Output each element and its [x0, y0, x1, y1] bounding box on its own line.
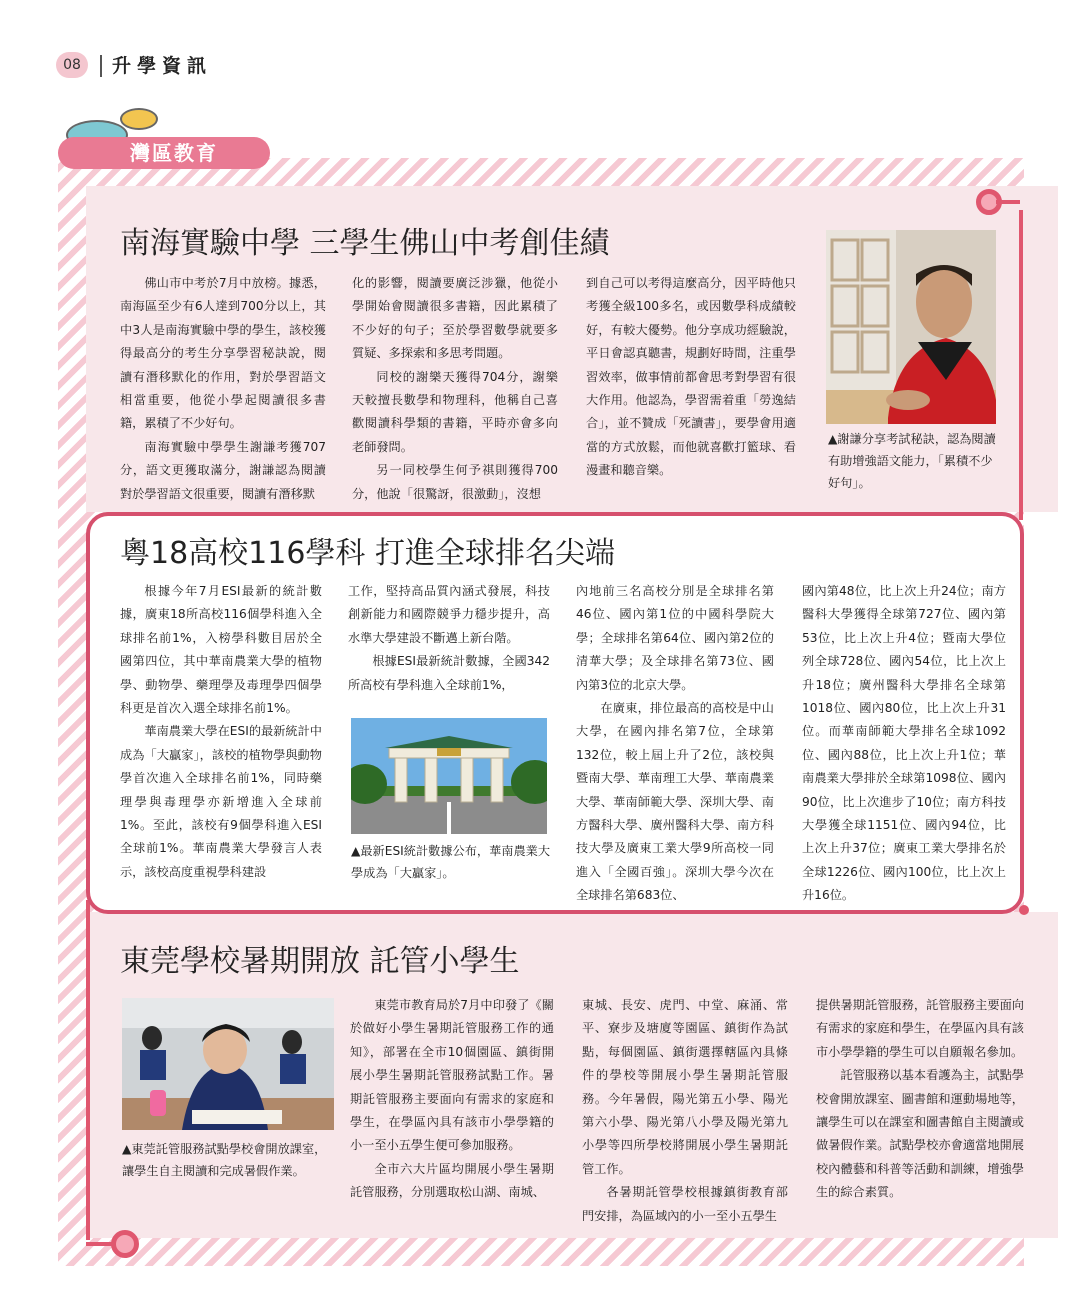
- paragraph: 華南農業大學在ESI的最新統計中成為「大贏家」，該校的植物學與動物學首次進入全球排名前1%，同時藥理學與毒理學亦新增進入全球前1%。至此，該校有9個學科進入ESI全球前1%。華南農業大學發言人表示，該校高度重視學科建設: [120, 724, 322, 879]
- article1-col2: [352, 272, 558, 506]
- paragraph: 提供暑期託管服務，託管服務主要面向有需求的家庭和學生，在學區內具有該市小學學籍的學生可以自願報名參加。: [816, 998, 1024, 1059]
- paragraph: 同校的謝樂天獲得704分，謝樂天較擅長數學和物理科，他稱自己喜歡閱讀科學類的書籍，平時亦會多向老師發問。: [352, 369, 558, 454]
- paragraph: 另一同校學生何予祺則獲得700分，他說「很驚訝，很激動」，沒想: [352, 463, 558, 501]
- speech-bubble-small-icon: [120, 108, 158, 130]
- paragraph: 各暑期託管學校根據鎮街教育部門安排，為區域內的小一至小五學生: [582, 1185, 788, 1223]
- paragraph: 國內第48位，比上次上升24位；南方醫科大學獲得全球第727位、國內第53位，比上次上升4位；暨南大學位列全球728位、國內54位，比上次上升18位；廣州醫科大學排名全球第1018位、國內80位，比上次上升31位。而華南師範大學排名全球1092位、國內88位，比上次上升1位；華南農業大學排於全球第1098位、國內90位，比上次進步了10位；南方科技大學獲全球1151位、國內94位，比上次上升37位；廣東工業大學排名於全球1226位、國內100位，比上次上升16位。: [802, 584, 1006, 903]
- paragraph: 東城、長安、虎門、中堂、麻涌、常平、寮步及塘廈等園區、鎮街作為試點，每個園區、鎮街選擇轄區內具條件的學校等開展小學生暑期託管服務。今年暑假，陽光第五小學、陽光第六小學、陽光第八小學及陽光第九小學等四所學校將開展小學生暑期託管工作。: [582, 998, 788, 1176]
- connector-dot-small: [1019, 905, 1029, 915]
- paragraph: 南海實驗中學學生謝謙考獲707分，語文更獲取滿分，謝謙認為閱讀對於學習語文很重要，閱讀有潛移默: [120, 439, 326, 501]
- article1-caption: ▲謝謙分享考試秘訣，認為閱讀有助增強語文能力，「累積不少好句」。: [828, 432, 996, 490]
- paragraph: 根據ESI最新統計數據，全國342所高校有學科進入全球前1%，: [348, 654, 550, 692]
- paragraph: 佛山市中考於7月中放榜。據悉，南海區至少有6人達到700分以上，其中3人是南海實驗中學的學生，該校獲得最高分的考生分享學習秘訣說，閱讀有潛移默化的作用，對於學習語文相當重要，他從小學起閱讀很多書籍，累積了不少好句。: [120, 276, 326, 431]
- paragraph: 化的影響，閱讀要廣泛涉獵，他從小學開始會閱讀很多書籍，因此累積了不少好的句子；至於學習數學就要多質疑、多探索和多思考問題。: [352, 276, 558, 361]
- connector-line-right: [1019, 210, 1023, 520]
- paragraph: 東莞市教育局於7月中印發了《關於做好小學生暑期託管服務工作的通知》，部署在全市10個園區、鎮街開展小學生暑期託管服務試點工作。暑期託管服務主要面向有需求的家庭和學生，在學區內具有該市小學學籍的小一至小五學生便可參加服務。: [350, 998, 554, 1153]
- article2-col1: [120, 580, 322, 884]
- article3-col3: [816, 994, 1024, 1205]
- paragraph: 全市六大片區均開展小學生暑期託管服務，分別選取松山湖、南城、: [350, 1161, 554, 1200]
- article1-headline: 南海實驗中學 三學生佛山中考創佳績: [120, 226, 610, 261]
- article3-headline: 東莞學校暑期開放 託管小學生: [120, 944, 520, 979]
- article2-col2: [348, 580, 550, 697]
- header-divider: [100, 55, 102, 77]
- paragraph: 到自己可以考得這麼高分，因平時他只考獲全級100多名，或因數學科成績較好，有較大優勢。他分享成功經驗說，平日會認真聽書，規劃好時間，注重學習效率，做事情前都會思考對學習有很大作用。他認為，學習需着重「勞逸結合」，並不贊成「死讀書」，要學會用適當的方式放鬆，而他就喜歡打籃球、看漫畫和聽音樂。: [586, 276, 796, 478]
- article2-headline: 粵18高校116學科 打進全球排名尖端: [120, 536, 615, 571]
- page-number: 08: [56, 52, 88, 78]
- classroom-photo: [122, 998, 334, 1130]
- category-tag-label: 灣區教育: [130, 141, 218, 165]
- student-photo: [826, 230, 996, 424]
- paragraph: 工作，堅持高品質內涵式發展，科技創新能力和國際競爭力穩步提升，高水準大學建設不斷邁上新台階。: [348, 584, 550, 645]
- section-title: 升學資訊: [112, 55, 213, 77]
- connector-line-left: [86, 900, 90, 1240]
- article1-col1: [120, 272, 326, 506]
- article2-caption: ▲最新ESI統計數據公布，華南農業大學成為「大贏家」。: [351, 844, 551, 880]
- article3-col2: [582, 994, 788, 1228]
- article3-col1: [350, 994, 554, 1205]
- paragraph: 託管服務以基本看護為主，試點學校會開放課室、圖書館和運動場地等，讓學生可以在課室和圖書館自主閱讀或做暑假作業。試點學校亦會適當地開展校內體藝和科普等活動和訓練，增強學生的綜合素質。: [816, 1068, 1024, 1200]
- university-gate-image: [351, 718, 547, 834]
- university-gate-photo: [351, 718, 547, 834]
- paragraph: 內地前三名高校分別是全球排名第46位、國內第1位的中國科學院大學；全球排名第64位、國內第2位的清華大學；及全球排名第73位、國內第3位的北京大學。: [576, 584, 774, 692]
- article2-col3: [576, 580, 774, 908]
- article2-col4: [802, 580, 1006, 908]
- article1-col3: [586, 272, 796, 483]
- student-photo-image: [826, 230, 996, 424]
- connector-line-bottom: [86, 1242, 116, 1246]
- paragraph: 根據今年7月ESI最新的統計數據，廣東18所高校116個學科進入全球排名前1%，入榜學科數目居於全國第四位，其中華南農業大學的植物學、動物學、藥理學及毒理學四個學科更是首次入選全球排名前1%。: [120, 584, 322, 716]
- article3-caption: ▲東莞託管服務試點學校會開放課室，讓學生自主閱讀和完成暑假作業。: [122, 1142, 327, 1178]
- connector-line-top: [996, 200, 1020, 204]
- paragraph: 在廣東，排位最高的高校是中山大學，在國內排名第7位，全球第132位，較上屆上升了2位，該校與暨南大學、華南理工大學、華南農業大學、華南師範大學、深圳大學、南方醫科大學、廣州醫科大學、南方科技大學及廣東工業大學9所高校一同進入「全國百強」。深圳大學今次在全球排名第683位、: [576, 701, 774, 903]
- classroom-image: [122, 998, 334, 1130]
